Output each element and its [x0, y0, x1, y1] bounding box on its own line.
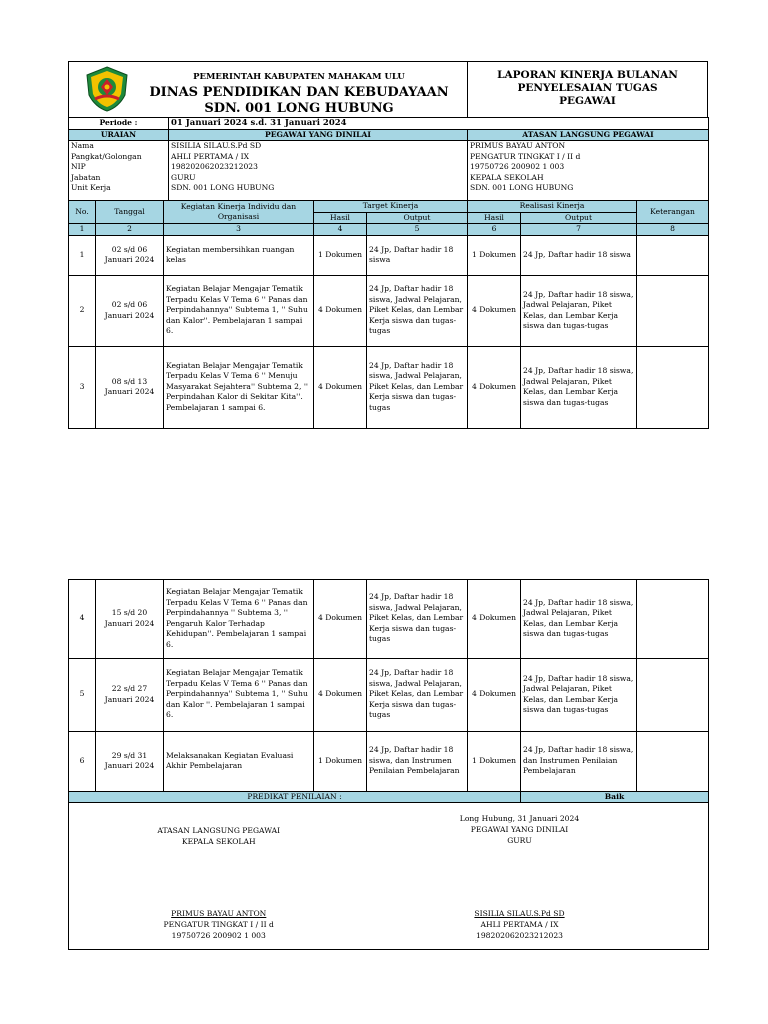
activities-table-continued: [68, 579, 709, 804]
row-realization-result: 1 Dokumen: [468, 731, 521, 791]
period-label: Periode :: [69, 118, 169, 130]
row-remarks: [637, 346, 709, 428]
column-number-row: [69, 224, 709, 236]
period-value: 01 Januari 2024 s.d. 31 Januari 2024: [169, 118, 709, 130]
page-break-gap: [68, 429, 708, 579]
row-activity: Kegiatan Belajar Mengajar Tematik Terpadu Kelas V Tema 6 '' Panas dan Perpindahannya'' Subtema 1, '' Suhu dan Kalor''. Pembelajaran 1 sampai 6.: [164, 275, 314, 346]
superior-title: ATASAN LANGSUNG PEGAWAI: [157, 826, 281, 835]
row-no: 1: [69, 235, 96, 275]
employee-position: GURU: [507, 836, 532, 845]
row-realization-output: 24 Jp, Daftar hadir 18 siswa, Jadwal Pelajaran, Piket Kelas, dan Lembar Kerja siswa dan tugas-tugas: [521, 579, 637, 658]
col-realization-header: Realisasi Kinerja: [468, 201, 637, 213]
row-realization-result: 4 Dokumen: [468, 658, 521, 731]
uraian-header: URAIAN: [69, 129, 169, 141]
employee-name: SISILIA SILAU.S.Pd SD: [474, 909, 565, 918]
report-title-line-2: PENYELESAIAN TUGAS: [517, 82, 658, 94]
row-no: 5: [69, 658, 96, 731]
predicate-label: PREDIKAT PENILAIAN :: [69, 791, 521, 803]
report-title: [468, 69, 707, 108]
row-remarks: [637, 579, 709, 658]
table-row: [69, 346, 709, 428]
info-employee: GURU: [169, 173, 468, 184]
row-target-output: 24 Jp, Daftar hadir 18 siswa, dan Instrumen Penilaian Pembelajaran: [367, 731, 468, 791]
row-target-output: 24 Jp, Daftar hadir 18 siswa: [367, 235, 468, 275]
row-target-result: 4 Dokumen: [314, 346, 367, 428]
employee-header: PEGAWAI YANG DINILAI: [169, 129, 468, 141]
row-date: 29 s/d 31 Januari 2024: [96, 731, 164, 791]
info-employee: SISILIA SILAU.S.Pd SD: [169, 141, 468, 152]
row-target-result: 4 Dokumen: [314, 275, 367, 346]
info-row: [69, 183, 709, 200]
row-date: 22 s/d 27 Januari 2024: [96, 658, 164, 731]
info-superior: SDN. 001 LONG HUBUNG: [468, 183, 709, 200]
col-remarks-header: Keterangan: [637, 201, 709, 224]
predicate-value: Baik: [521, 791, 709, 803]
superior-name: PRIMUS BAYAU ANTON: [171, 909, 267, 918]
info-label: Pangkat/Golongan: [69, 152, 169, 163]
table-row: [69, 275, 709, 346]
row-date: 02 s/d 06 Januari 2024: [96, 235, 164, 275]
row-target-result: 4 Dokumen: [314, 579, 367, 658]
row-activity: Kegiatan Belajar Mengajar Tematik Terpadu Kelas V Tema 6 '' Panas dan Perpindahannya '' Subtema 3, '' Pengaruh Kalor Terhadap Kehidupan''. Pembelajaran 1 sampai 6.: [164, 579, 314, 658]
row-date: 02 s/d 06 Januari 2024: [96, 275, 164, 346]
row-realization-result: 1 Dokumen: [468, 235, 521, 275]
activities-header-row: [69, 201, 709, 213]
report-title-line-3: PEGAWAI: [559, 95, 616, 107]
col-num: 3: [164, 224, 314, 236]
col-num: 1: [69, 224, 96, 236]
row-date: 15 s/d 20 Januari 2024: [96, 579, 164, 658]
table-row: [69, 658, 709, 731]
info-employee: 198202062023212023: [169, 162, 468, 173]
row-realization-output: 24 Jp, Daftar hadir 18 siswa: [521, 235, 637, 275]
superior-rank: PENGATUR TINGKAT I / II d: [163, 920, 274, 929]
row-no: 6: [69, 731, 96, 791]
employee-nip: 198202062023212023: [476, 931, 563, 940]
department-name: DINAS PENDIDIKAN DAN KEBUDAYAAN: [149, 85, 449, 100]
col-num: 2: [96, 224, 164, 236]
info-row: [69, 141, 709, 152]
row-remarks: [637, 275, 709, 346]
regency-emblem-icon: [83, 65, 131, 113]
row-date: 08 s/d 13 Januari 2024: [96, 346, 164, 428]
row-realization-result: 4 Dokumen: [468, 346, 521, 428]
row-target-output: 24 Jp, Daftar hadir 18 siswa, Jadwal Pelajaran, Piket Kelas, dan Lembar Kerja siswa dan tugas-tugas: [367, 658, 468, 731]
info-label: NIP: [69, 162, 169, 173]
info-employee: AHLI PERTAMA / IX: [169, 152, 468, 163]
row-no: 2: [69, 275, 96, 346]
report-header: [68, 61, 708, 117]
report-title-block: [468, 62, 707, 117]
employee-info-table: [68, 117, 709, 200]
row-activity: Kegiatan membersihkan ruangan kelas: [164, 235, 314, 275]
col-date-header: Tanggal: [96, 201, 164, 224]
table-row: [69, 731, 709, 791]
place-date: Long Hubung, 31 Januari 2024: [459, 814, 580, 823]
government-name: PEMERINTAH KABUPATEN MAHAKAM ULU: [193, 72, 405, 82]
target-output-header: Output: [367, 212, 468, 224]
row-realization-output: 24 Jp, Daftar hadir 18 siswa, Jadwal Pelajaran, Piket Kelas, dan Lembar Kerja siswa dan tugas-tugas: [521, 658, 637, 731]
row-realization-output: 24 Jp, Daftar hadir 18 siswa, Jadwal Pelajaran, Piket Kelas, dan Lembar Kerja siswa dan tugas-tugas: [521, 275, 637, 346]
realization-result-header: Hasil: [468, 212, 521, 224]
col-target-header: Target Kinerja: [314, 201, 468, 213]
row-target-output: 24 Jp, Daftar hadir 18 siswa, Jadwal Pelajaran, Piket Kelas, dan Lembar Kerja siswa dan tugas-tugas: [367, 275, 468, 346]
col-num: 4: [314, 224, 367, 236]
col-no-header: No.: [69, 201, 96, 224]
row-realization-output: 24 Jp, Daftar hadir 18 siswa, dan Instrumen Penilaian Pembelajaran: [521, 731, 637, 791]
row-realization-result: 4 Dokumen: [468, 275, 521, 346]
row-realization-output: 24 Jp, Daftar hadir 18 siswa, Jadwal Pelajaran, Piket Kelas, dan Lembar Kerja siswa dan tugas-tugas: [521, 346, 637, 428]
col-num: 8: [637, 224, 709, 236]
agency-block: [69, 62, 468, 117]
row-activity: Kegiatan Belajar Mengajar Tematik Terpadu Kelas V Tema 6 '' Menuju Masyarakat Sejahtera'' Subtema 2, '' Perpindahan Kalor di Sekitar Kita''. Pembelajaran 1 sampai 6.: [164, 346, 314, 428]
row-activity: Melaksanakan Kegiatan Evaluasi Akhir Pembelajaran: [164, 731, 314, 791]
report-page: [68, 61, 708, 950]
row-remarks: [637, 235, 709, 275]
superior-position: KEPALA SEKOLAH: [181, 837, 256, 846]
row-target-output: 24 Jp, Daftar hadir 18 siswa, Jadwal Pelajaran, Piket Kelas, dan Lembar Kerja siswa dan tugas-tugas: [367, 579, 468, 658]
target-result-header: Hasil: [314, 212, 367, 224]
info-superior: 19750726 200902 1 003: [468, 162, 709, 173]
info-row: [69, 152, 709, 163]
info-label: Nama: [69, 141, 169, 152]
row-target-output: 24 Jp, Daftar hadir 18 siswa, Jadwal Pelajaran, Piket Kelas, dan Lembar Kerja siswa dan tugas-tugas: [367, 346, 468, 428]
row-no: 3: [69, 346, 96, 428]
table-row: [69, 235, 709, 275]
signature-row: [69, 803, 709, 949]
school-name: SDN. 001 LONG HUBUNG: [204, 101, 394, 116]
info-superior: PENGATUR TINGKAT I / II d: [468, 152, 709, 163]
superior-nip: 19750726 200902 1 003: [171, 931, 266, 940]
period-row: [69, 118, 709, 130]
row-no: 4: [69, 579, 96, 658]
row-remarks: [637, 658, 709, 731]
activities-table: [68, 200, 709, 429]
col-activity-header: Kegiatan Kinerja Individu dan Organisasi: [164, 201, 314, 224]
employee-rank: AHLI PERTAMA / IX: [480, 920, 559, 929]
employee-title: PEGAWAI YANG DINILAI: [470, 825, 569, 834]
col-num: 6: [468, 224, 521, 236]
row-activity: Kegiatan Belajar Mengajar Tematik Terpadu Kelas V Tema 6 '' Panas dan Perpindahannya'' Subtema 1, '' Suhu dan Kalor ''. Pembelajaran 1 sampai 6.: [164, 658, 314, 731]
info-superior: KEPALA SEKOLAH: [468, 173, 709, 184]
info-employee: SDN. 001 LONG HUBUNG: [169, 183, 468, 200]
info-label: Unit Kerja: [69, 183, 169, 200]
col-num: 5: [367, 224, 468, 236]
realization-output-header: Output: [521, 212, 637, 224]
report-title-line-1: LAPORAN KINERJA BULANAN: [497, 69, 678, 81]
row-target-result: 4 Dokumen: [314, 658, 367, 731]
row-target-result: 1 Dokumen: [314, 731, 367, 791]
row-realization-result: 4 Dokumen: [468, 579, 521, 658]
superior-header: ATASAN LANGSUNG PEGAWAI: [468, 129, 709, 141]
info-label: Jabatan: [69, 173, 169, 184]
row-target-result: 1 Dokumen: [314, 235, 367, 275]
info-row: [69, 173, 709, 184]
col-num: 7: [521, 224, 637, 236]
employee-signature-block: [369, 803, 709, 949]
predicate-row: [69, 791, 709, 803]
info-row: [69, 162, 709, 173]
signature-table: [68, 803, 709, 950]
row-remarks: [637, 731, 709, 791]
info-superior: PRIMUS BAYAU ANTON: [468, 141, 709, 152]
info-header-row: [69, 129, 709, 141]
superior-signature-block: [69, 803, 369, 949]
table-row: [69, 579, 709, 658]
